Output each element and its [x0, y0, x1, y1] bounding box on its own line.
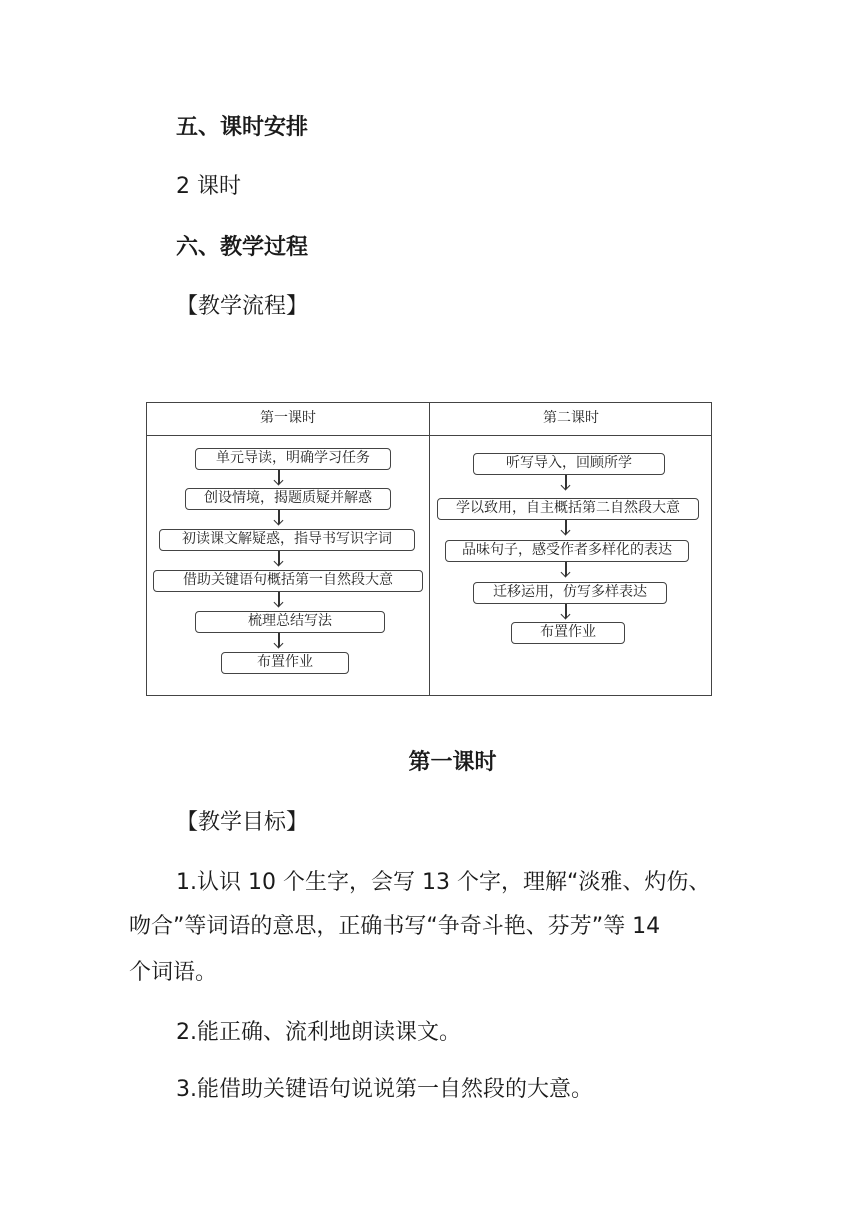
col2-title: 第二课时 [543, 410, 599, 426]
goals-label: 【教学目标】 [176, 810, 309, 835]
arrow-down-icon [274, 592, 284, 607]
col1-step-2: 创设情境，揭题质疑并解惑 [185, 488, 391, 510]
section-heading-process: 六、教学过程 [176, 235, 309, 260]
header-divider [147, 435, 711, 436]
col2-step-4: 迁移运用，仿写多样表达 [473, 582, 667, 604]
col1-title: 第一课时 [260, 410, 316, 426]
goal-1-line-3: 个词语。 [129, 960, 218, 985]
arrow-down-icon [274, 470, 284, 485]
arrow-down-icon [561, 475, 571, 490]
col2-step-1: 听写导入，回顾所学 [473, 453, 665, 475]
flowchart-table [146, 402, 712, 696]
col1-step-5: 梳理总结写法 [195, 611, 385, 633]
col1-step-6: 布置作业 [221, 652, 349, 674]
col1-step-4: 借助关键语句概括第一自然段大意 [153, 570, 423, 592]
goal-3: 3.能借助关键语句说说第一自然段的大意。 [176, 1077, 593, 1102]
schedule-text: 2 课时 [176, 174, 241, 199]
arrow-down-icon [274, 633, 284, 648]
goal-1-line-1: 1.认识 10 个生字，会写 13 个字，理解“淡雅、灼伤、 [176, 870, 711, 895]
arrow-down-icon [561, 520, 571, 535]
column-divider [429, 403, 430, 695]
col2-step-3: 品味句子，感受作者多样化的表达 [445, 540, 689, 562]
lesson1-title: 第一课时 [408, 750, 497, 775]
flow-label: 【教学流程】 [176, 294, 309, 319]
col1-step-1: 单元导读，明确学习任务 [195, 448, 391, 470]
goal-2: 2.能正确、流利地朗读课文。 [176, 1020, 461, 1045]
arrow-down-icon [274, 510, 284, 525]
arrow-down-icon [561, 604, 571, 619]
goal-1-line-2: 吻合”等词语的意思，正确书写“争奇斗艳、芬芳”等 14 [129, 914, 661, 939]
teaching-flowchart [140, 392, 720, 718]
col1-step-3: 初读课文解疑惑，指导书写识字词 [159, 529, 415, 551]
col2-step-5: 布置作业 [511, 622, 625, 644]
section-heading-schedule: 五、课时安排 [176, 115, 309, 140]
arrow-down-icon [561, 562, 571, 577]
col2-step-2: 学以致用，自主概括第二自然段大意 [437, 498, 699, 520]
arrow-down-icon [274, 551, 284, 566]
